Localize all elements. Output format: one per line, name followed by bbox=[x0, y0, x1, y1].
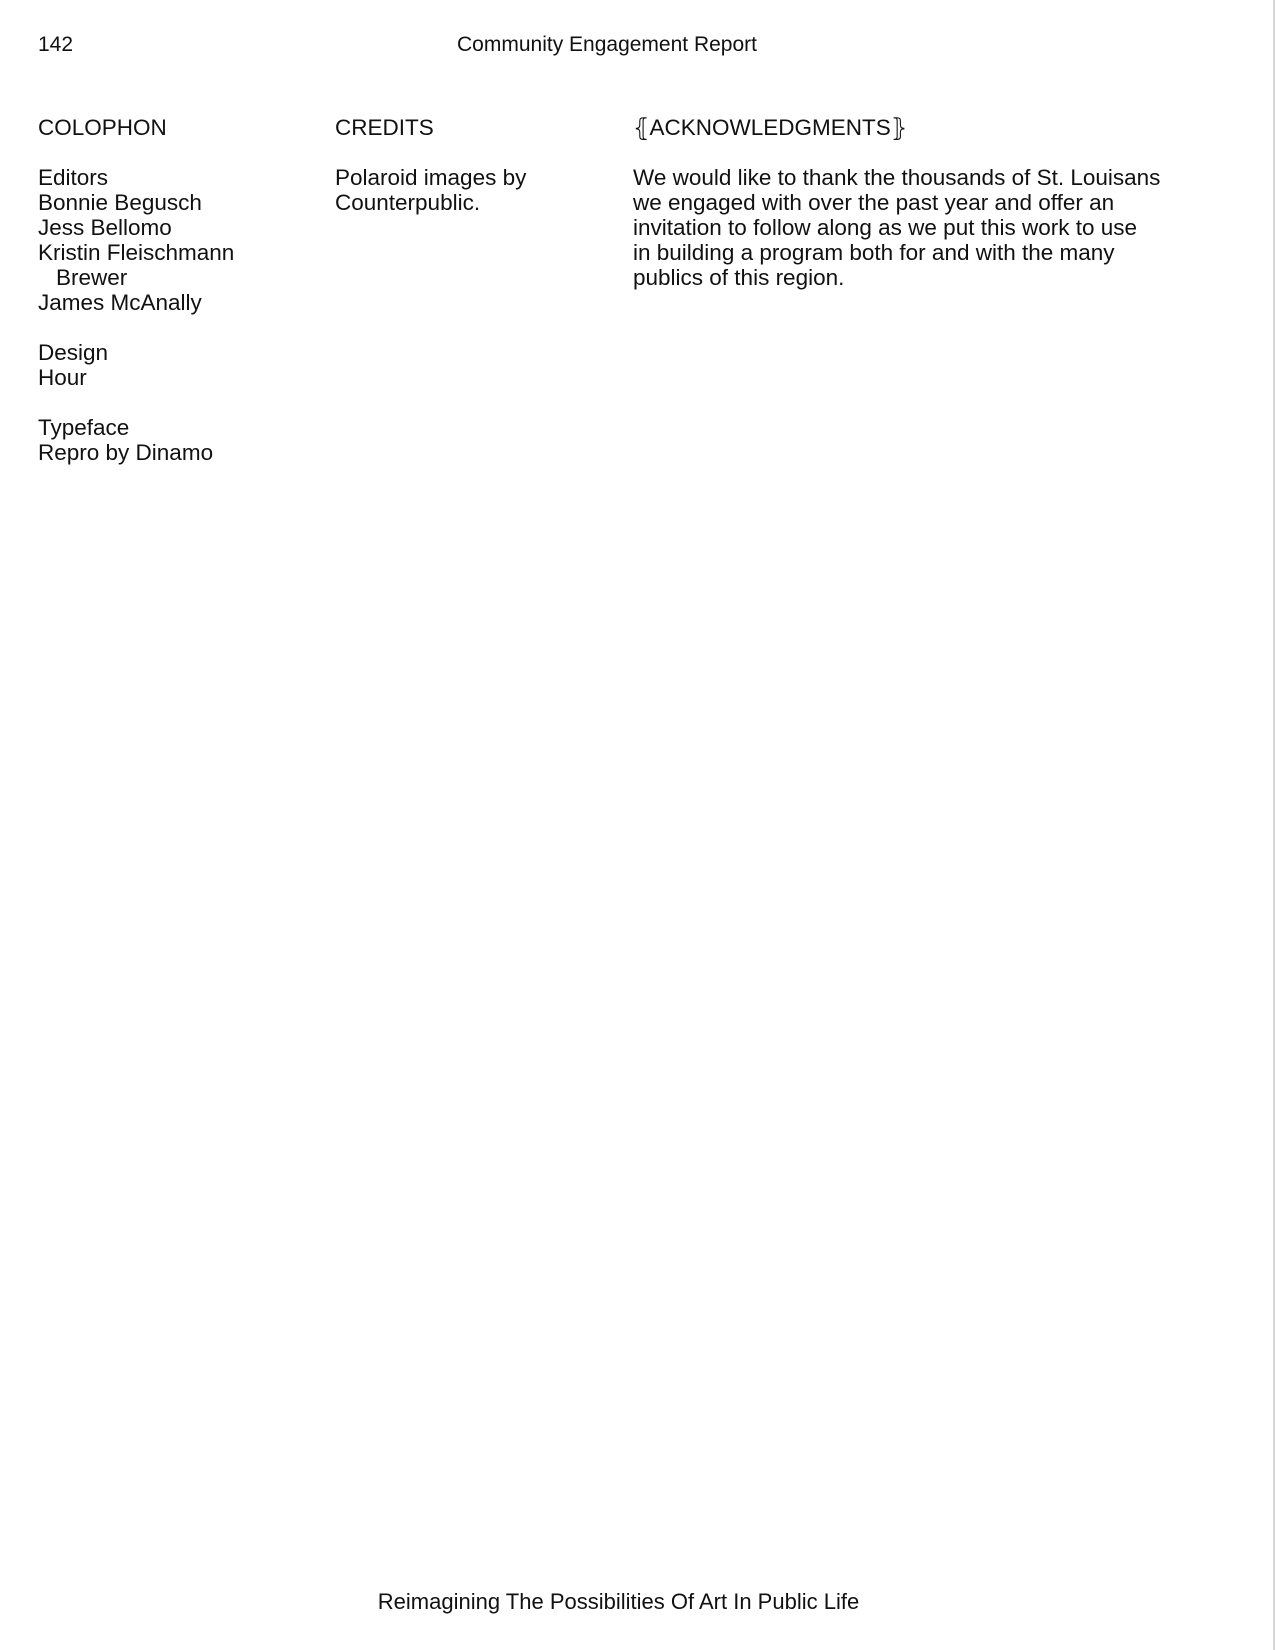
design-block bbox=[38, 340, 308, 390]
acknowledgments-paragraph bbox=[633, 165, 1193, 290]
editor-name: Jess Bellomo bbox=[38, 215, 172, 240]
acknowledgments-heading bbox=[633, 115, 1193, 140]
credits-heading: CREDITS bbox=[335, 115, 434, 140]
acknowledgments-line: we engaged with over the past year and offer an bbox=[633, 190, 1115, 215]
editor-name-continuation: Brewer bbox=[56, 265, 128, 290]
colophon-column bbox=[38, 115, 308, 490]
editor-name: Kristin Fleischmann bbox=[38, 240, 235, 265]
typeface-block bbox=[38, 415, 308, 465]
page-number: 142 bbox=[38, 33, 74, 56]
close-brace-ornament: ⦄ bbox=[890, 113, 908, 142]
design-value: Hour bbox=[38, 365, 87, 390]
design-label: Design bbox=[38, 340, 109, 365]
editor-name: Bonnie Begusch bbox=[38, 190, 202, 215]
colophon-heading: COLOPHON bbox=[38, 115, 167, 140]
acknowledgments-column bbox=[633, 115, 1193, 290]
acknowledgments-line: invitation to follow along as we put this work to use bbox=[633, 215, 1138, 240]
acknowledgments-line: We would like to thank the thousands of St. Louisans bbox=[633, 165, 1161, 190]
credits-column bbox=[335, 115, 605, 240]
credits-text bbox=[335, 165, 605, 215]
running-title: Community Engagement Report bbox=[457, 33, 757, 56]
editors-block bbox=[38, 165, 308, 315]
open-brace-ornament: ⦃ bbox=[633, 113, 650, 142]
credits-line: Polaroid images by bbox=[335, 165, 527, 190]
typeface-label: Typeface bbox=[38, 415, 130, 440]
editor-name: James McAnally bbox=[38, 290, 202, 315]
acknowledgments-line: publics of this region. bbox=[633, 265, 845, 290]
footer-tagline: Reimagining The Possibilities Of Art In Public Life bbox=[377, 1589, 860, 1614]
acknowledgments-heading-text: ACKNOWLEDGMENTS bbox=[649, 115, 891, 140]
typeface-value: Repro by Dinamo bbox=[38, 440, 214, 465]
credits-line: Counterpublic. bbox=[335, 190, 481, 215]
acknowledgments-line: in building a program both for and with the many bbox=[633, 240, 1115, 265]
editors-label: Editors bbox=[38, 165, 109, 190]
